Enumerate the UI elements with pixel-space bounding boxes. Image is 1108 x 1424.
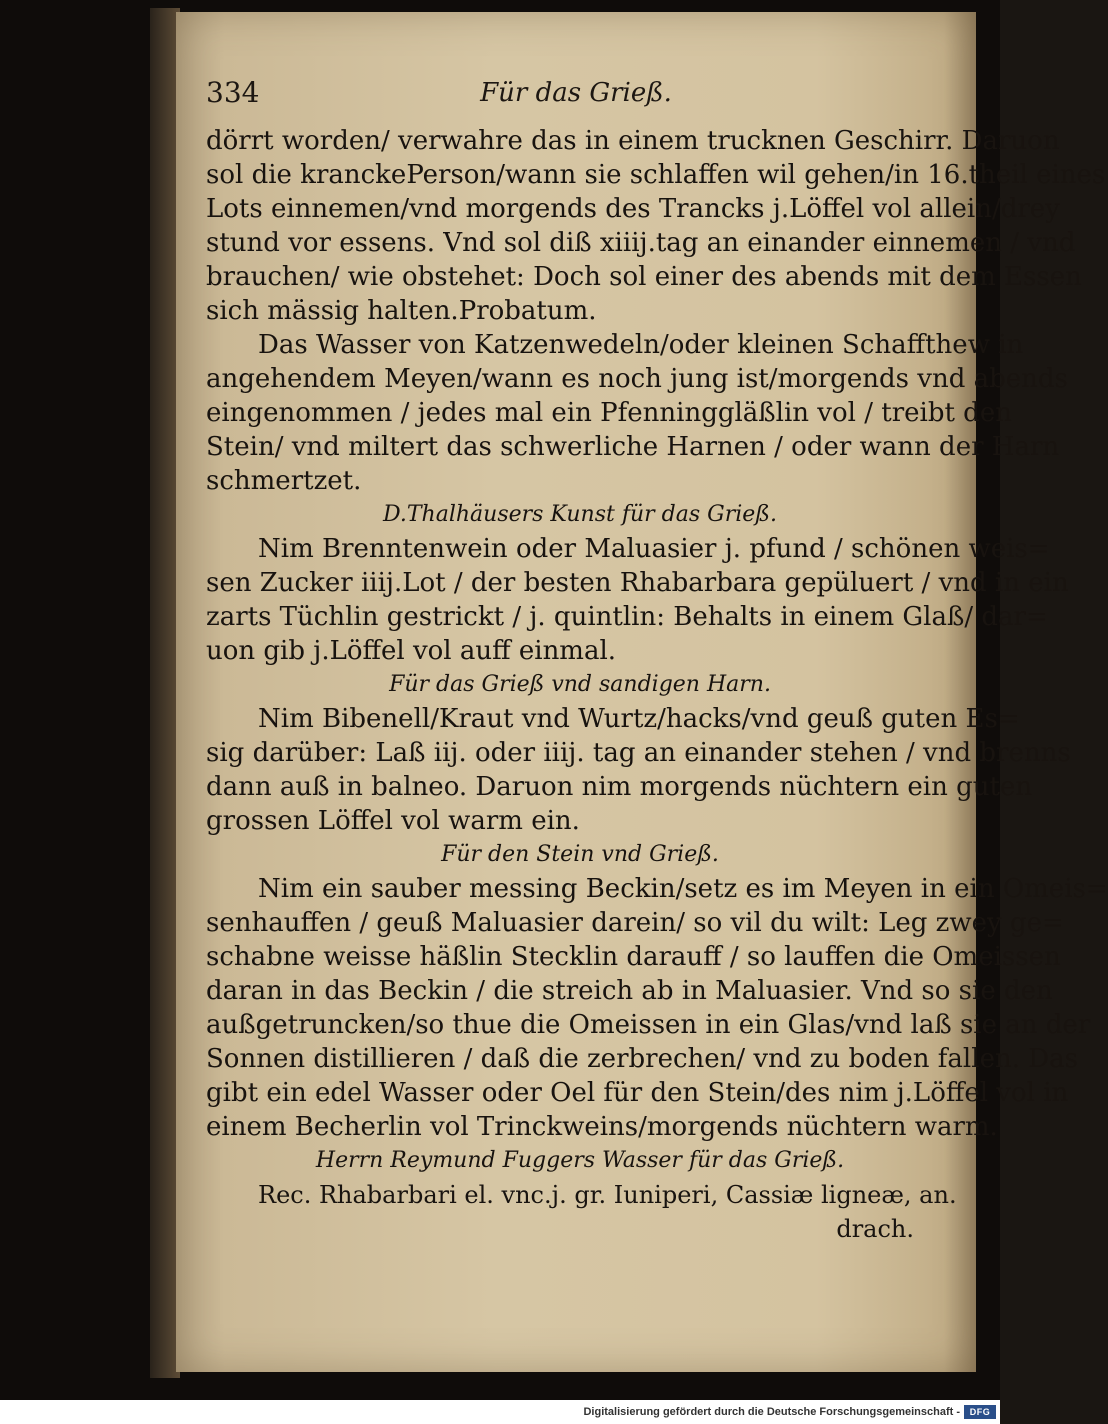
text-line: Nim Bibenell/Kraut vnd Wurtz/hacks/vnd geuß guten Es= (258, 704, 1020, 734)
running-head: Für das Grieß. (480, 78, 672, 108)
page-header (206, 76, 946, 116)
text-line: Lots einnemen/vnd morgends des Trancks j.Löffel vol allein/drey (206, 194, 1060, 224)
text-line: uon gib j.Löffel vol auff einmal. (206, 636, 617, 666)
dfg-logo: DFG (964, 1405, 996, 1419)
text-line: Nim ein sauber messing Beckin/setz es im Meyen in ein Omeis= (258, 874, 1108, 904)
text-line: außgetruncken/so thue die Omeissen in ein Glas/vnd laß sie an der (206, 1010, 1091, 1040)
text-line: sig darüber: Laß iij. oder iiij. tag an einander stehen / vnd brenns (206, 738, 1071, 768)
text-line: sol die kranckePerson/wann sie schlaffen wil gehen/in 16.theil eines (206, 160, 1106, 190)
latin-recipe-line: Rec. Rhabarbari el. vnc.j. gr. Iuniperi, Cassiæ ligneæ, an. (258, 1181, 957, 1209)
text-line: eingenommen / jedes mal ein Pfenninggläßlin vol / treibt den (206, 398, 1012, 428)
text-line: schmertzet. (206, 466, 362, 496)
text-line: stund vor essens. Vnd sol diß xiiij.tag an einander einnemen / vnd (206, 228, 1076, 258)
book-page (176, 12, 1108, 1372)
page-number: 334 (206, 76, 260, 109)
digitization-footer (0, 1400, 1000, 1424)
text-line: dörrt worden/ verwahre das in einem trucknen Geschirr. Daruon (206, 126, 1060, 156)
text-line: sen Zucker iiij.Lot / der besten Rhabarbara gepüluert / vnd in ein (206, 568, 1069, 598)
text-line: sich mässig halten.Probatum. (206, 296, 597, 326)
section-heading: Herrn Reymund Fuggers Wasser für das Grieß. (315, 1148, 845, 1173)
text-line: zarts Tüchlin gestrickt / j. quintlin: Behalts in einem Glaß/ dar= (206, 602, 1048, 632)
text-line: Stein/ vnd miltert das schwerliche Harnen / oder wann der Harn (206, 432, 1060, 462)
section-heading: D.Thalhäusers Kunst für das Grieß. (383, 502, 777, 527)
text-line: daran in das Beckin / die streich ab in Maluasier. Vnd so sie den (206, 976, 1053, 1006)
text-line: dann auß in balneo. Daruon nim morgends nüchtern ein guten (206, 772, 1033, 802)
text-line: senhauffen / geuß Maluasier darein/ so vil du wilt: Leg zwey ge= (206, 908, 1064, 938)
text-line: angehendem Meyen/wann es noch jung ist/morgends vnd abends (206, 364, 1068, 394)
text-line: schabne weisse häßlin Stecklin darauff / so lauffen die Omeissen (206, 942, 1061, 972)
text-line: Sonnen distillieren / daß die zerbrechen/ vnd zu boden fallen. Das (206, 1044, 1078, 1074)
body-text (206, 124, 1108, 1246)
footer-credit: Digitalisierung gefördert durch die Deutsche Forschungsgemeinschaft - (583, 1406, 960, 1418)
section-heading: Für das Grieß vnd sandigen Harn. (389, 672, 771, 697)
text-line: Das Wasser von Katzenwedeln/oder kleinen Schaffthew in (258, 330, 1024, 360)
catchword: drach. (836, 1215, 914, 1243)
text-line: Nim Brenntenwein oder Maluasier j. pfund / schönen weis= (258, 534, 1050, 564)
text-line: grossen Löffel vol warm ein. (206, 806, 580, 836)
text-line: brauchen/ wie obstehet: Doch sol einer des abends mit dem Essen (206, 262, 1082, 292)
text-line: gibt ein edel Wasser oder Oel für den Stein/des nim j.Löffel vol in (206, 1078, 1069, 1108)
section-heading: Für den Stein vnd Grieß. (441, 842, 719, 867)
text-line: einem Becherlin vol Trinckweins/morgends nüchtern warm. (206, 1112, 998, 1142)
